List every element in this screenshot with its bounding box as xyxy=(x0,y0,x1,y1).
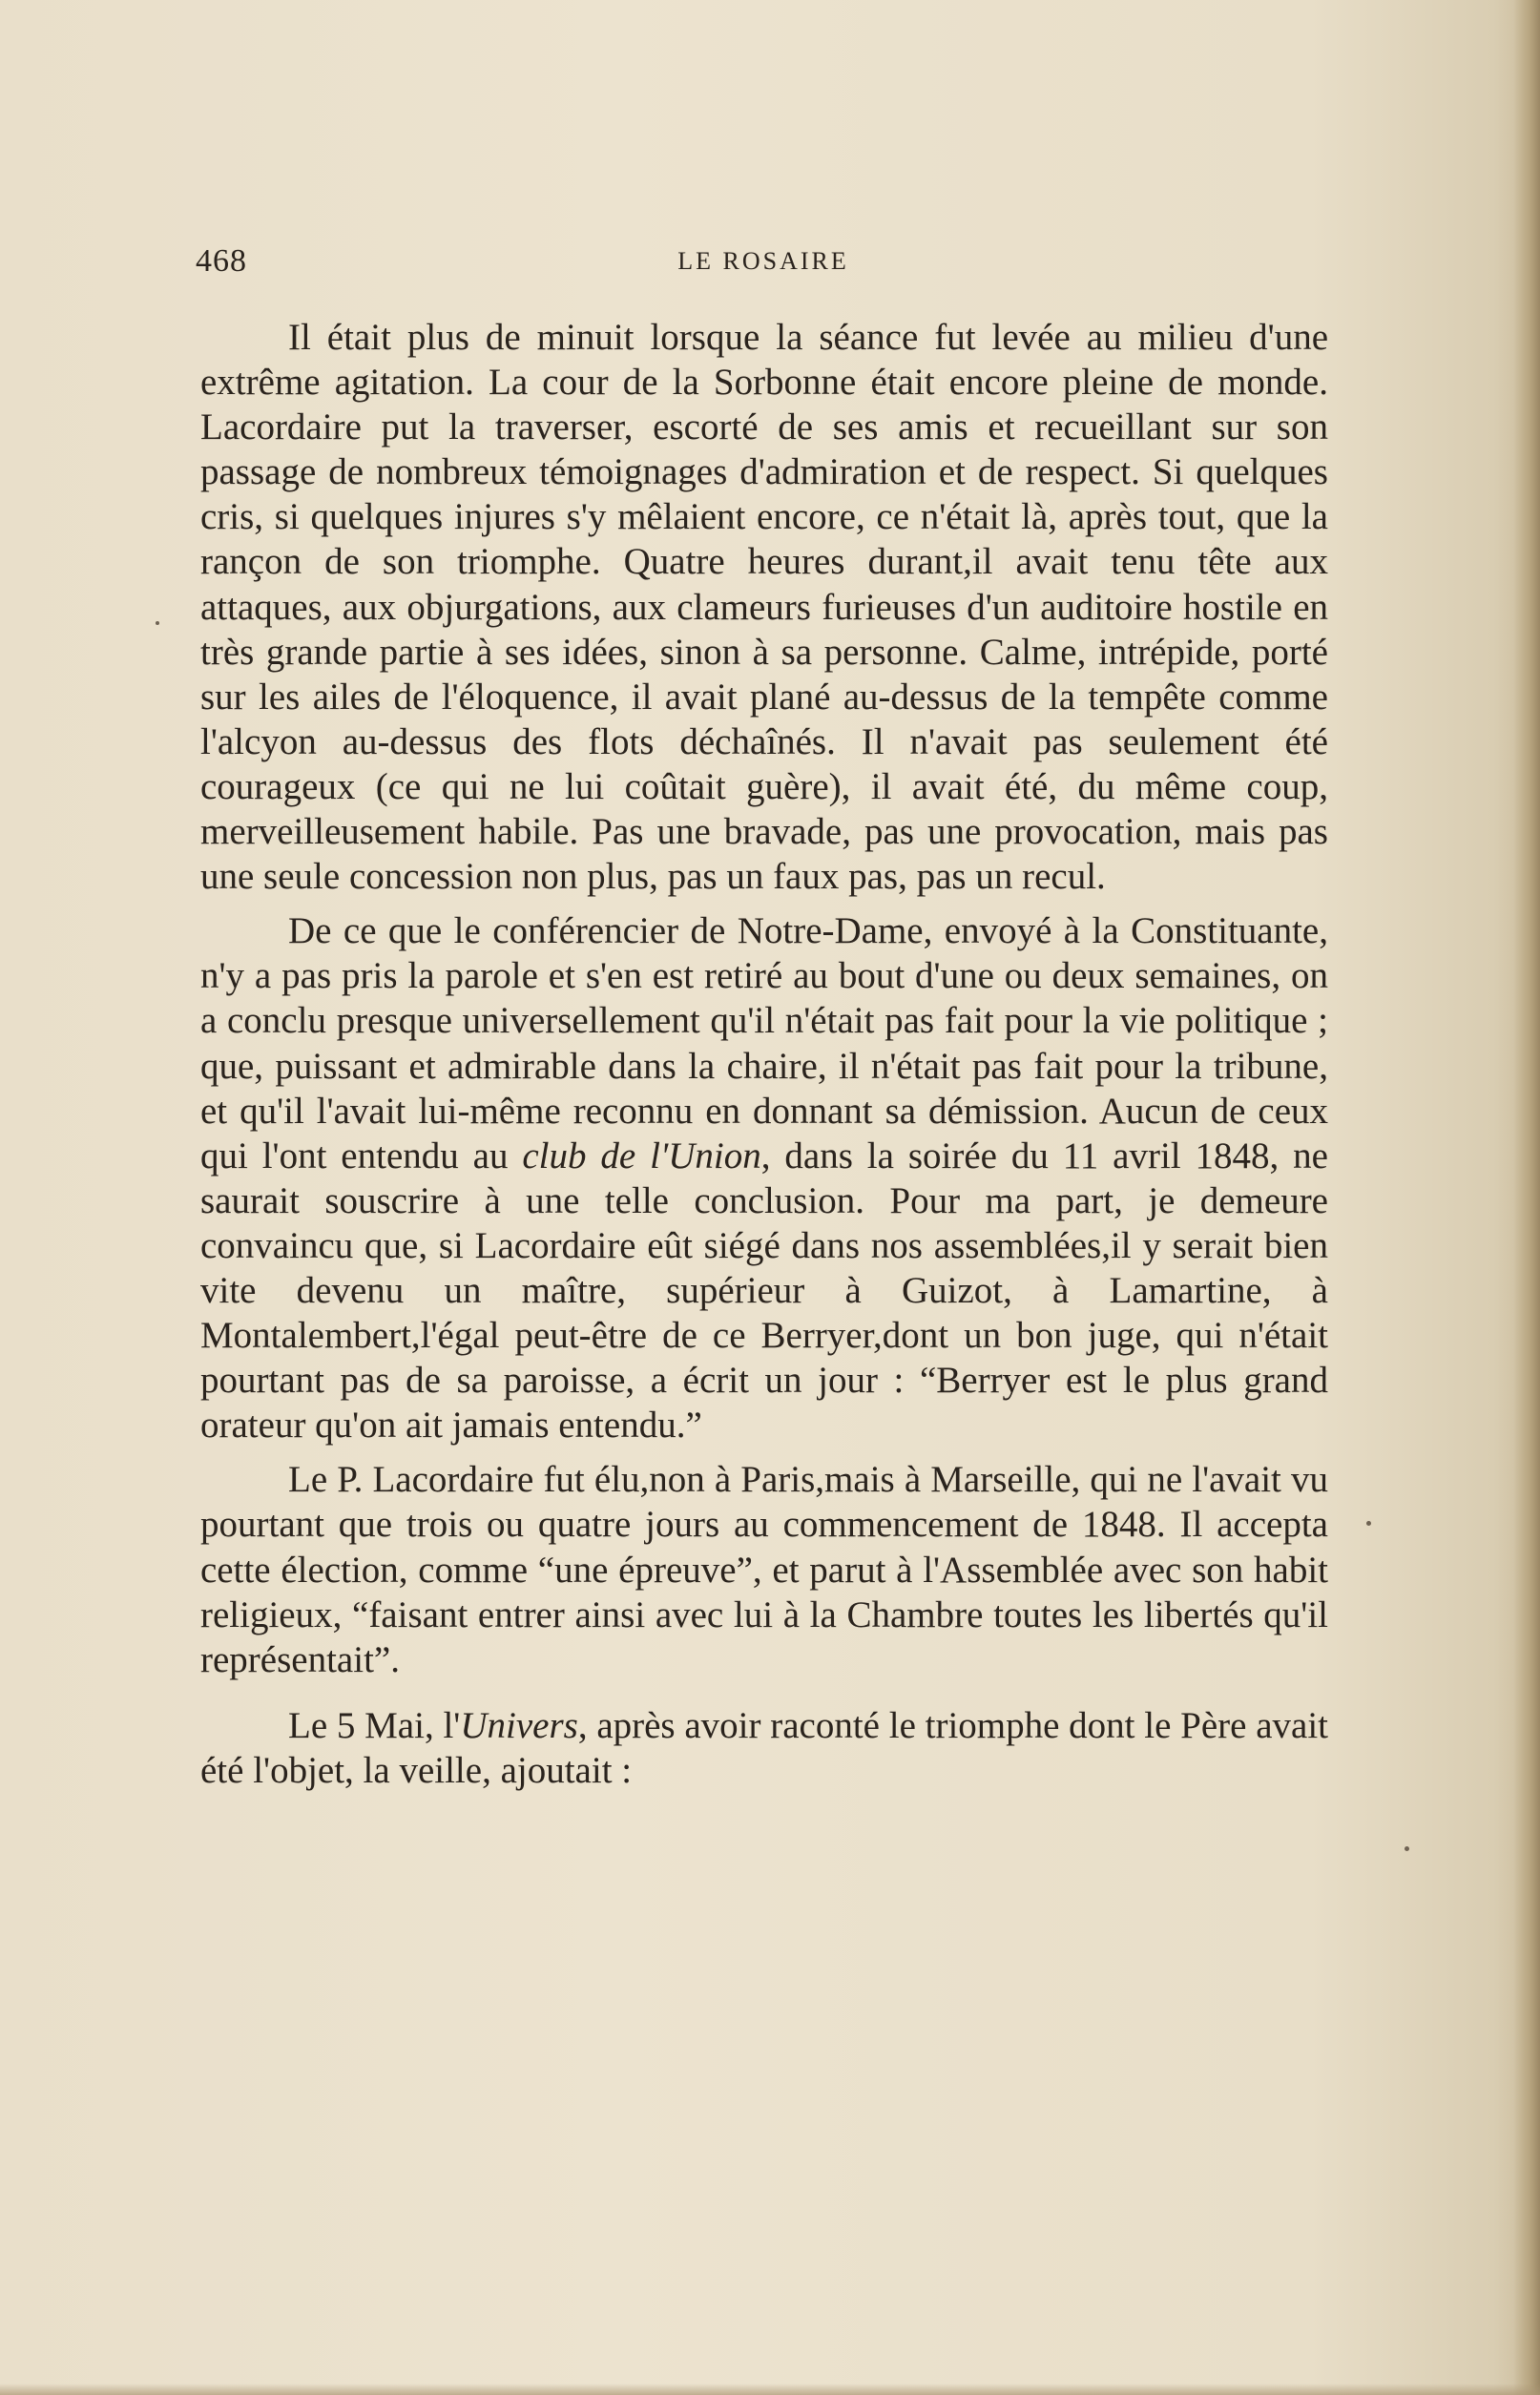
paragraph-2-text-b: , dans la soirée du 11 avril 1848, ne saurait souscrire à une telle conclusion. Pour ma part, je demeure convaincu que, si Lacordaire eût siégé dans nos assemblées,il y serait bien vite devenu un maître, supérieur à Guizot, à Lamartine, à Montalembert,l'égal peut-être de ce Berryer,dont un bon juge, qui n'était pourtant pas de sa paroisse, a écrit un jour : “Berryer est le plus grand orateur qu'on ait jamais entendu.” xyxy=(200,1135,1328,1447)
paragraph-4 xyxy=(200,1703,1328,1793)
paragraph-4-text-a: Le 5 Mai, l' xyxy=(288,1704,461,1746)
page-edge-shadow xyxy=(1513,0,1540,2395)
paragraph-3: Le P. Lacordaire fut élu,non à Paris,mais à Marseille, qui ne l'avait vu pourtant que trois ou quatre jours au commencement de 1848. Il accepta cette élection, comme “une épreuve”, et parut à l'Assemblée avec son habit religieux, “faisant entrer ainsi avec lui à la Chambre toutes les libertés qu'il représentait”. xyxy=(200,1459,1328,1680)
body-text xyxy=(200,315,1328,1793)
running-title: LE ROSAIRE xyxy=(677,247,849,275)
paragraph-2-italic: club de l'Union xyxy=(522,1135,761,1177)
paragraph-2 xyxy=(200,908,1328,1447)
page-header xyxy=(196,243,1331,281)
ink-speck xyxy=(1405,1846,1409,1851)
paragraph-2-text-a: De ce que le conférencier de Notre-Dame, envoyé à la Constituante, n'y a pas pris la parole et s'en est retiré au bout d'une ou deux semaines, on a conclu presque universellement qu'il n'était pas fait pour la vie politique ; que, puissant et admirable dans la chaire, il n'était pas fait pour la tribune, et qu'il l'avait lui-même reconnu en donnant sa démission. Aucun de ceux qui l'ont entendu au xyxy=(200,910,1328,1177)
ink-speck xyxy=(1366,1521,1371,1526)
paragraph-1: Il était plus de minuit lorsque la séance fut levée au milieu d'une extrême agitation. La cour de la Sorbonne était encore pleine de monde. Lacordaire put la traverser, escorté de ses amis et recueillant sur son passage de nombreux témoignages d'admiration et de respect. Si quelques cris, si quelques injures s'y mêlaient encore, ce n'était là, après tout, que la rançon de son triomphe. Quatre heures durant,il avait tenu tête aux attaques, aux objurgations, aux clameurs furieuses d'un auditoire hostile en très grande partie à ses idées, sinon à sa personne. Calme, intrépide, porté sur les ailes de l'éloquence, il avait plané au-dessus de la tempête comme l'alcyon au-dessus des flots déchaînés. Il n'avait pas seulement été courageux (ce qui ne lui coûtait guère), il avait été, du même coup, merveilleusement habile. Pas une bravade, pas une provocation, mais pas une seule concession non plus, pas un faux pas, pas un recul. xyxy=(200,317,1328,898)
ink-speck xyxy=(156,621,159,625)
paragraph-4-text-b: , après avoir raconté le triomphe dont le Père avait été l'objet, la veille, ajoutait : xyxy=(200,1704,1329,1791)
paragraph-4-italic: Univers xyxy=(460,1704,578,1746)
page-number: 468 xyxy=(196,243,247,279)
page-bottom-edge xyxy=(0,2384,1540,2395)
